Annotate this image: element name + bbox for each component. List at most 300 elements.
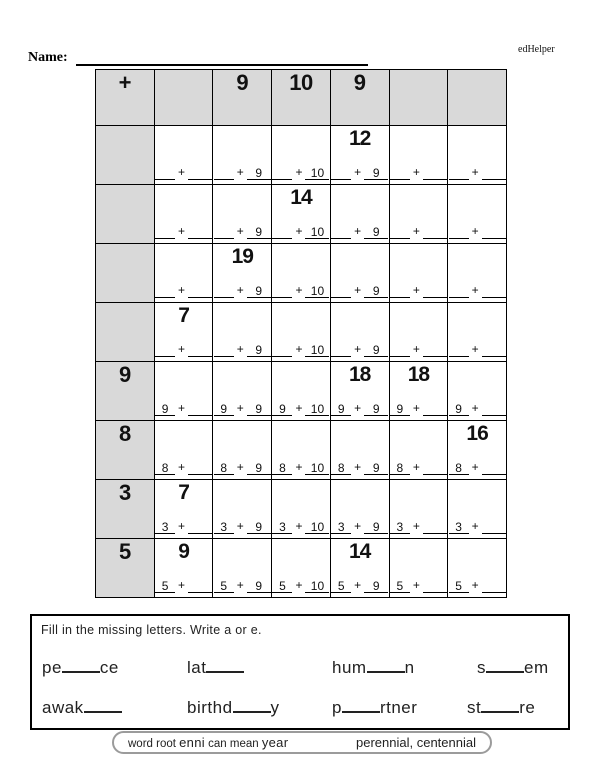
left-operand-blank[interactable]: [390, 166, 410, 180]
word-item: [477, 658, 549, 678]
formula: [155, 460, 213, 475]
formula: [272, 283, 330, 298]
right-operand-blank[interactable]: [482, 225, 506, 239]
plus-sign: +: [412, 578, 420, 592]
formula: [448, 342, 506, 357]
plus-sign: +: [471, 519, 479, 533]
plus-sign: +: [471, 460, 479, 474]
answer-cell[interactable]: [272, 421, 331, 480]
formula: [390, 224, 448, 239]
formula: [448, 224, 506, 239]
word-prefix: birthd: [187, 698, 233, 717]
answer-cell[interactable]: [154, 421, 213, 480]
plus-sign: +: [412, 342, 420, 356]
formula: [390, 165, 448, 180]
right-operand-blank: 9: [364, 166, 388, 180]
formula: [213, 224, 271, 239]
right-operand-blank: 10: [305, 343, 329, 357]
formula: [331, 401, 389, 416]
left-operand-blank: 3: [331, 520, 351, 534]
answer-cell[interactable]: [448, 539, 507, 598]
right-operand-blank: 9: [364, 284, 388, 298]
left-operand-blank[interactable]: [390, 284, 410, 298]
answer-cell[interactable]: [448, 421, 507, 480]
word-blank[interactable]: [62, 659, 100, 673]
left-operand-blank[interactable]: [214, 343, 234, 357]
left-operand-blank[interactable]: [214, 225, 234, 239]
word-blank[interactable]: [481, 699, 519, 713]
plus-sign: +: [295, 224, 303, 238]
right-operand-blank[interactable]: [482, 343, 506, 357]
formula: [155, 401, 213, 416]
answer-cell[interactable]: [330, 126, 389, 185]
answer-cell[interactable]: [272, 126, 331, 185]
plus-sign: +: [178, 283, 186, 297]
left-operand-blank[interactable]: [331, 166, 351, 180]
right-operand-blank: 9: [364, 461, 388, 475]
right-operand-blank[interactable]: [188, 402, 212, 416]
right-operand-blank: 9: [247, 166, 271, 180]
plus-sign: +: [236, 519, 244, 533]
left-operand-blank: 8: [449, 461, 469, 475]
left-operand-blank: 5: [272, 579, 292, 593]
plus-sign: +: [412, 460, 420, 474]
formula: [448, 401, 506, 416]
formula: [272, 460, 330, 475]
left-operand-blank[interactable]: [272, 343, 292, 357]
pill-prefix: word root: [128, 738, 176, 750]
formula: [331, 224, 389, 239]
answer-cell[interactable]: [330, 244, 389, 303]
right-operand-blank: 10: [305, 284, 329, 298]
left-operand-blank: 9: [272, 402, 292, 416]
right-operand-blank: 10: [305, 166, 329, 180]
table-row: [96, 244, 507, 303]
right-operand-blank: 9: [247, 343, 271, 357]
plus-sign: +: [295, 519, 303, 533]
word-item: [187, 658, 244, 678]
answer-cell[interactable]: [389, 244, 448, 303]
formula: [390, 401, 448, 416]
pill-meaning: year: [261, 735, 289, 750]
formula: [390, 283, 448, 298]
left-operand-blank: 3: [214, 520, 234, 534]
plus-sign: +: [412, 224, 420, 238]
right-operand-blank[interactable]: [423, 166, 447, 180]
row-label-cell: 9: [96, 362, 155, 421]
left-operand-blank: 5: [331, 579, 351, 593]
table-row: [96, 480, 507, 539]
formula: [331, 519, 389, 534]
answer-cell[interactable]: [154, 244, 213, 303]
left-operand-blank[interactable]: [331, 225, 351, 239]
formula: [155, 165, 213, 180]
plus-sign: +: [236, 342, 244, 356]
answer-cell[interactable]: [154, 539, 213, 598]
answer-cell[interactable]: [330, 185, 389, 244]
plus-sign: +: [236, 283, 244, 297]
formula: [272, 401, 330, 416]
plus-corner-cell: +: [96, 70, 155, 126]
answer-cell[interactable]: [154, 185, 213, 244]
answer-cell[interactable]: [448, 303, 507, 362]
formula: [448, 460, 506, 475]
letters-row-2: [32, 698, 568, 720]
left-operand-blank[interactable]: [214, 166, 234, 180]
right-operand-blank: 9: [247, 284, 271, 298]
left-operand-blank: 9: [214, 402, 234, 416]
answer-cell[interactable]: [213, 421, 272, 480]
answer-cell[interactable]: [330, 480, 389, 539]
right-operand-blank[interactable]: [188, 343, 212, 357]
name-underline[interactable]: [76, 64, 368, 66]
row-label-cell[interactable]: [96, 244, 155, 303]
plus-sign: +: [354, 342, 362, 356]
plus-sign: +: [354, 578, 362, 592]
right-operand-blank: 10: [305, 520, 329, 534]
right-operand-blank[interactable]: [188, 166, 212, 180]
plus-sign: +: [295, 578, 303, 592]
footer-pill: [112, 731, 492, 754]
col-header-cell: 9: [330, 70, 389, 126]
answer-cell[interactable]: [213, 362, 272, 421]
table-row: [96, 421, 507, 480]
word-item: [187, 698, 280, 718]
col-header-cell: 10: [272, 70, 331, 126]
formula: [213, 401, 271, 416]
pill-definition: [128, 735, 288, 750]
right-operand-blank[interactable]: [188, 579, 212, 593]
left-operand-blank[interactable]: [272, 166, 292, 180]
formula: [448, 283, 506, 298]
right-operand-blank: 10: [305, 461, 329, 475]
formula: [272, 342, 330, 357]
plus-sign: +: [354, 283, 362, 297]
answer-value: 18: [407, 363, 430, 386]
plus-sign: +: [178, 460, 186, 474]
answer-cell[interactable]: [448, 185, 507, 244]
left-operand-blank: 3: [272, 520, 292, 534]
col-header-cell[interactable]: [154, 70, 213, 126]
answer-value: 14: [290, 186, 312, 209]
answer-cell[interactable]: [154, 126, 213, 185]
left-operand-blank: 5: [390, 579, 410, 593]
answer-cell[interactable]: [272, 303, 331, 362]
answer-cell[interactable]: [389, 421, 448, 480]
pill-root-text: enni: [179, 735, 205, 750]
word-item: [332, 698, 417, 718]
plus-sign: +: [236, 578, 244, 592]
right-operand-blank: 9: [247, 461, 271, 475]
left-operand-blank: 5: [214, 579, 234, 593]
right-operand-blank: 9: [247, 520, 271, 534]
right-operand-blank: 9: [247, 402, 271, 416]
word-prefix: awak: [42, 698, 84, 717]
formula: [390, 578, 448, 593]
word-prefix: p: [332, 698, 342, 717]
plus-sign: +: [178, 519, 186, 533]
row-label-cell[interactable]: [96, 126, 155, 185]
plus-sign: +: [412, 401, 420, 415]
formula: [213, 519, 271, 534]
plus-sign: +: [236, 224, 244, 238]
formula: [213, 342, 271, 357]
right-operand-blank: 10: [305, 402, 329, 416]
left-operand-blank[interactable]: [390, 225, 410, 239]
right-operand-blank[interactable]: [423, 402, 447, 416]
answer-cell[interactable]: [448, 480, 507, 539]
formula: [390, 460, 448, 475]
answer-value: 9: [178, 540, 189, 563]
formula: [390, 519, 448, 534]
plus-sign: +: [295, 401, 303, 415]
plus-sign: +: [178, 578, 186, 592]
right-operand-blank[interactable]: [482, 520, 506, 534]
plus-sign: +: [295, 460, 303, 474]
formula: [213, 460, 271, 475]
plus-sign: +: [354, 519, 362, 533]
answer-cell[interactable]: [213, 126, 272, 185]
row-label-cell: 3: [96, 480, 155, 539]
formula: [390, 342, 448, 357]
answer-cell[interactable]: [330, 539, 389, 598]
answer-cell[interactable]: [154, 480, 213, 539]
answer-cell[interactable]: [154, 362, 213, 421]
formula: [213, 165, 271, 180]
formula: [331, 283, 389, 298]
col-header-cell[interactable]: [389, 70, 448, 126]
right-operand-blank[interactable]: [188, 225, 212, 239]
formula: [155, 519, 213, 534]
right-operand-blank[interactable]: [482, 461, 506, 475]
right-operand-blank[interactable]: [423, 343, 447, 357]
word-prefix: lat: [187, 658, 207, 677]
answer-cell[interactable]: [213, 480, 272, 539]
plus-sign: +: [178, 401, 186, 415]
right-operand-blank: 10: [305, 225, 329, 239]
plus-sign: +: [471, 224, 479, 238]
formula: [272, 578, 330, 593]
right-operand-blank[interactable]: [482, 579, 506, 593]
plus-sign: +: [236, 165, 244, 179]
word-blank[interactable]: [206, 659, 244, 673]
table-row: [96, 362, 507, 421]
pill-middle: can mean: [208, 738, 259, 750]
right-operand-blank[interactable]: [423, 225, 447, 239]
right-operand-blank: 9: [364, 225, 388, 239]
left-operand-blank[interactable]: [272, 284, 292, 298]
left-operand-blank[interactable]: [272, 225, 292, 239]
left-operand-blank[interactable]: [155, 225, 175, 239]
word-blank[interactable]: [486, 659, 524, 673]
answer-cell[interactable]: [272, 362, 331, 421]
right-operand-blank: 9: [364, 343, 388, 357]
left-operand-blank[interactable]: [155, 284, 175, 298]
plus-sign: +: [295, 283, 303, 297]
left-operand-blank: 8: [214, 461, 234, 475]
right-operand-blank[interactable]: [423, 579, 447, 593]
formula: [448, 519, 506, 534]
letters-row-1: [32, 658, 568, 680]
word-item: [42, 658, 119, 678]
left-operand-blank[interactable]: [449, 166, 469, 180]
right-operand-blank[interactable]: [423, 284, 447, 298]
word-suffix: n: [404, 658, 415, 677]
plus-sign: +: [471, 401, 479, 415]
answer-cell[interactable]: [389, 480, 448, 539]
brand-text: edHelper: [518, 44, 555, 55]
answer-cell[interactable]: [330, 303, 389, 362]
formula: [331, 578, 389, 593]
plus-sign: +: [471, 165, 479, 179]
left-operand-blank[interactable]: [214, 284, 234, 298]
right-operand-blank[interactable]: [423, 520, 447, 534]
formula: [331, 342, 389, 357]
right-operand-blank: 9: [247, 579, 271, 593]
plus-sign: +: [236, 401, 244, 415]
right-operand-blank[interactable]: [188, 461, 212, 475]
answer-cell[interactable]: [389, 303, 448, 362]
answer-cell[interactable]: [272, 244, 331, 303]
formula: [155, 342, 213, 357]
left-operand-blank[interactable]: [331, 343, 351, 357]
answer-value: 16: [466, 422, 488, 445]
row-label-cell: 8: [96, 421, 155, 480]
left-operand-blank[interactable]: [449, 343, 469, 357]
answer-cell[interactable]: [272, 480, 331, 539]
formula: [155, 578, 213, 593]
answer-cell[interactable]: [448, 126, 507, 185]
answer-cell[interactable]: [448, 244, 507, 303]
answer-cell[interactable]: [389, 126, 448, 185]
row-label-cell[interactable]: [96, 185, 155, 244]
answer-cell[interactable]: [272, 185, 331, 244]
formula: [272, 224, 330, 239]
col-header-cell: 9: [213, 70, 272, 126]
plus-sign: +: [295, 342, 303, 356]
right-operand-blank: 10: [305, 579, 329, 593]
answer-value: 19: [231, 245, 253, 268]
formula: [213, 578, 271, 593]
plus-sign: +: [471, 283, 479, 297]
plus-sign: +: [412, 519, 420, 533]
formula: [272, 165, 330, 180]
answer-value: 18: [348, 363, 371, 386]
plus-sign: +: [295, 165, 303, 179]
answer-cell[interactable]: [272, 539, 331, 598]
formula: [448, 165, 506, 180]
right-operand-blank[interactable]: [423, 461, 447, 475]
right-operand-blank[interactable]: [482, 402, 506, 416]
word-blank[interactable]: [233, 699, 271, 713]
answer-cell[interactable]: [213, 244, 272, 303]
plus-sign: +: [178, 224, 186, 238]
answer-cell[interactable]: [330, 362, 389, 421]
answer-cell[interactable]: [213, 303, 272, 362]
letters-instruction: Fill in the missing letters. Write a or e.: [41, 623, 262, 637]
answer-value: 7: [178, 304, 189, 327]
word-suffix: re: [519, 698, 536, 717]
answer-cell[interactable]: [448, 362, 507, 421]
right-operand-blank[interactable]: [188, 520, 212, 534]
table-row: [96, 126, 507, 185]
answer-cell[interactable]: [389, 539, 448, 598]
plus-sign: +: [471, 578, 479, 592]
plus-sign: +: [236, 460, 244, 474]
left-operand-blank: 8: [390, 461, 410, 475]
answer-cell[interactable]: [213, 185, 272, 244]
word-blank[interactable]: [342, 699, 380, 713]
formula: [155, 283, 213, 298]
plus-sign: +: [178, 165, 186, 179]
word-prefix: hum: [332, 658, 367, 677]
table-row: [96, 185, 507, 244]
row-label-cell[interactable]: [96, 303, 155, 362]
answer-cell[interactable]: [389, 185, 448, 244]
right-operand-blank[interactable]: [188, 284, 212, 298]
word-prefix: st: [467, 698, 482, 717]
answer-value: 12: [348, 127, 371, 150]
left-operand-blank[interactable]: [155, 166, 175, 180]
table-row: [96, 303, 507, 362]
answer-cell[interactable]: [154, 303, 213, 362]
answer-value: 14: [348, 540, 371, 563]
left-operand-blank: 8: [331, 461, 351, 475]
left-operand-blank[interactable]: [155, 343, 175, 357]
left-operand-blank: 8: [272, 461, 292, 475]
formula: [448, 578, 506, 593]
word-blank[interactable]: [84, 699, 122, 713]
formula: [213, 283, 271, 298]
plus-sign: +: [354, 460, 362, 474]
answer-cell[interactable]: [330, 421, 389, 480]
word-blank[interactable]: [367, 659, 405, 673]
right-operand-blank: 9: [364, 402, 388, 416]
name-label: Name:: [28, 50, 68, 65]
left-operand-blank: 9: [390, 402, 410, 416]
right-operand-blank: 9: [364, 579, 388, 593]
answer-cell[interactable]: [213, 539, 272, 598]
left-operand-blank: 9: [155, 402, 175, 416]
left-operand-blank[interactable]: [449, 284, 469, 298]
left-operand-blank[interactable]: [390, 343, 410, 357]
word-suffix: y: [270, 698, 280, 717]
pill-examples: perennial, centennial: [356, 735, 476, 750]
table-row: [96, 539, 507, 598]
right-operand-blank[interactable]: [482, 284, 506, 298]
right-operand-blank[interactable]: [482, 166, 506, 180]
row-label-cell: 5: [96, 539, 155, 598]
letters-box: [30, 614, 570, 730]
answer-value: 7: [178, 481, 189, 504]
left-operand-blank: 3: [449, 520, 469, 534]
left-operand-blank[interactable]: [449, 225, 469, 239]
word-item: [332, 658, 415, 678]
left-operand-blank: 3: [390, 520, 410, 534]
right-operand-blank: 9: [364, 520, 388, 534]
plus-sign: +: [412, 283, 420, 297]
word-prefix: s: [477, 658, 486, 677]
left-operand-blank[interactable]: [331, 284, 351, 298]
answer-cell[interactable]: [389, 362, 448, 421]
word-suffix: rtner: [379, 698, 418, 717]
formula: [155, 224, 213, 239]
plus-sign: +: [354, 224, 362, 238]
word-suffix: ce: [99, 658, 119, 677]
col-header-cell[interactable]: [448, 70, 507, 126]
formula: [331, 460, 389, 475]
addition-table: [95, 69, 507, 598]
